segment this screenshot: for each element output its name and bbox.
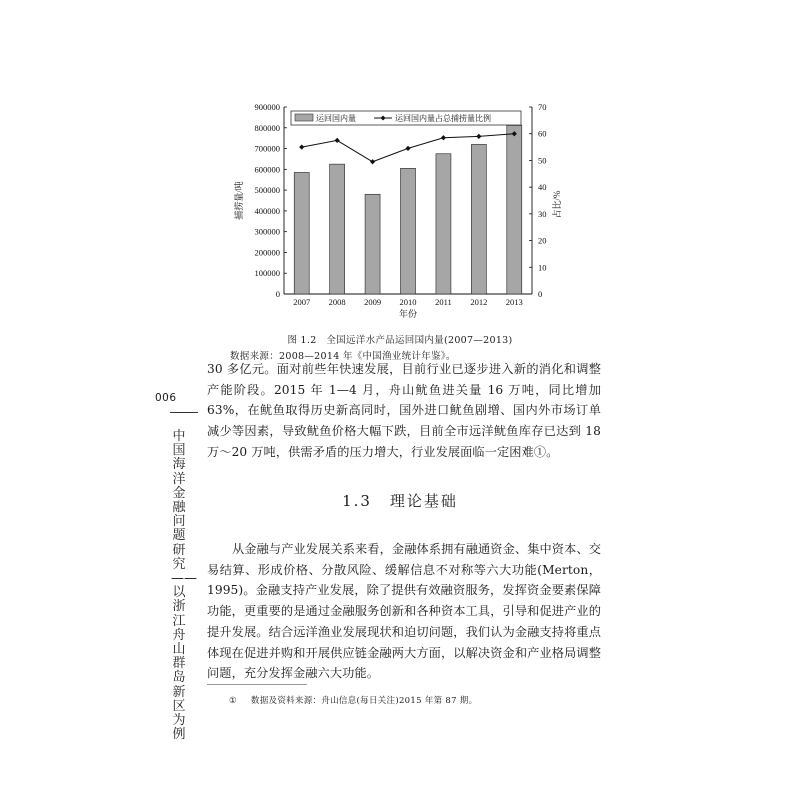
y-tick-label-left: 600000 xyxy=(254,164,280,175)
y-tick-label-left: 0 xyxy=(275,289,280,299)
footnote xyxy=(229,694,477,706)
bar xyxy=(436,154,451,294)
page-number-rule xyxy=(170,412,198,413)
y-tick-label-right: 30 xyxy=(538,208,547,219)
body-paragraph-theory: 从金融与产业发展关系来看，金融体系拥有融通资金、集中资本、交易结算、形成价格、分散风险、缓解信息不对称等六大功能(Merton，1995)。金融支持产业发展，除了提供有效融资服务，发挥资金要素保障功能，更重要的是通过金融服务创新和各种资本工具，引导和促进产业的提升发展。结合远洋渔业发展现状和迫切问题，我们认为金融支持将重点体现在促进并购和开展供应链金融两大方面，以解决资金和产业格局调整问题，充分发挥金融六大功能。 xyxy=(207,542,601,681)
y-tick-label-right: 60 xyxy=(538,128,547,139)
footnote-mark: ① xyxy=(229,696,237,706)
x-tick-label: 2009 xyxy=(364,297,382,307)
footnote-rule xyxy=(207,684,307,685)
ratio-point xyxy=(405,146,410,151)
book-series-title: 中国海洋金融问题研究——以浙江舟山群岛新区为例 xyxy=(171,429,197,743)
body-paragraph-continued: 30 多亿元。面对前些年快速发展，目前行业已逐步进入新的消化和调整产能阶段。2015 年 1—4 月，舟山鱿鱼进关量 16 万吨，同比增加 63%，在鱿鱼取得历史新高同时，国外进口鱿鱼剧增、国内外市场订单减少等因素，导致鱿鱼价格大幅下跌，目前全市远洋鱿鱼库存已达到 18 万～20 万吨，供需矛盾的压力增大，行业发展面临一定困难①。 xyxy=(207,362,601,459)
ratio-point xyxy=(370,159,375,164)
y-tick-label-right: 10 xyxy=(538,262,547,273)
bar xyxy=(401,168,416,294)
y-tick-label-left: 400000 xyxy=(254,205,280,216)
y-tick-label-right: 0 xyxy=(538,289,543,299)
footnote-text: 数据及资料来源：舟山信息(每日关注)2015 年第 87 期。 xyxy=(250,696,478,706)
y-tick-label-left: 200000 xyxy=(254,247,280,258)
legend xyxy=(291,111,521,125)
y-tick-label-left: 800000 xyxy=(254,122,280,133)
section-number: 1.3 xyxy=(342,492,372,510)
y-tick-label-right: 70 xyxy=(538,102,547,112)
y-tick-label-left: 300000 xyxy=(254,226,280,237)
legend-line-label: 运回国内量占总捕捞量比例 xyxy=(395,114,491,123)
section-title: 理论基础 xyxy=(389,492,458,510)
bar xyxy=(330,164,345,294)
bar xyxy=(365,194,380,294)
ratio-point xyxy=(476,134,481,139)
figure-chart xyxy=(0,0,800,330)
x-axis-label: 年份 xyxy=(398,309,418,319)
x-tick-label: 2013 xyxy=(505,297,523,307)
legend-bar-swatch xyxy=(295,114,313,121)
y-tick-label-right: 40 xyxy=(538,182,547,193)
page-number: 006 xyxy=(155,392,177,404)
y-tick-label-left: 500000 xyxy=(254,185,280,196)
y-axis-label-right: 占比/% xyxy=(552,190,562,219)
bar xyxy=(507,125,522,294)
figure-source: 数据来源：2008—2014 年《中国渔业统计年鉴》。 xyxy=(230,351,456,362)
section-heading xyxy=(0,490,800,511)
ratio-point xyxy=(299,144,304,149)
x-tick-label: 2008 xyxy=(328,297,346,307)
figure-caption: 图 1.2 全国远洋水产品运回国内量(2007—2013) xyxy=(287,335,513,346)
y-tick-label-left: 100000 xyxy=(254,268,280,279)
ratio-point xyxy=(441,135,446,140)
x-tick-label: 2012 xyxy=(470,297,488,307)
y-tick-label-left: 700000 xyxy=(254,143,280,154)
y-tick-label-right: 20 xyxy=(538,235,547,246)
x-tick-label: 2007 xyxy=(293,297,311,307)
y-tick-label-left: 900000 xyxy=(254,102,280,112)
bar xyxy=(471,144,486,294)
x-tick-label: 2011 xyxy=(435,297,452,307)
y-tick-label-right: 50 xyxy=(538,155,547,166)
y-axis-label-left: 捕捞量/吨 xyxy=(234,181,244,220)
ratio-point xyxy=(335,138,340,143)
bar xyxy=(294,172,309,294)
legend-bar-label: 运回国内量 xyxy=(316,114,356,123)
x-tick-label: 2010 xyxy=(399,297,417,307)
